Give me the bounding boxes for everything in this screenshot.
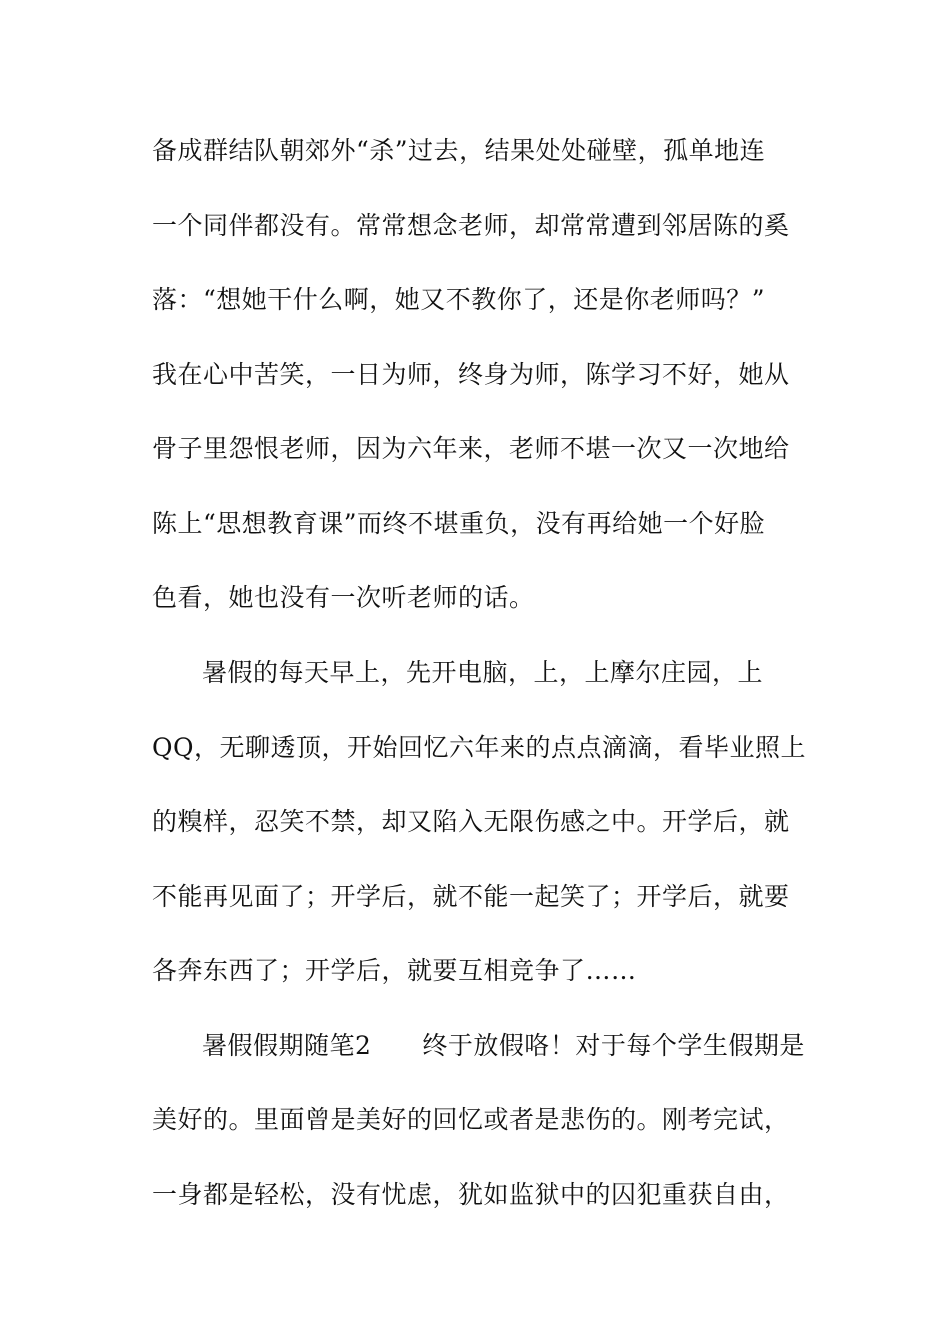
text-line: 陈上“思想教育课”而终不堪重负，没有再给她一个好脸 bbox=[152, 509, 766, 538]
paragraph-start-line: 暑假假期随笔2 终于放假咯！对于每个学生假期是 bbox=[202, 1031, 805, 1060]
text-line: 备成群结队朝郊外“杀”过去，结果处处碰壁，孤单地连 bbox=[152, 136, 766, 165]
text-line: 各奔东西了；开学后，就要互相竞争了…… bbox=[152, 956, 637, 985]
text-line: 美好的。里面曾是美好的回忆或者是悲伤的。刚考完试， bbox=[152, 1105, 790, 1134]
text-line: 色看，她也没有一次听老师的话。 bbox=[152, 583, 535, 612]
text-line: 不能再见面了；开学后，就不能一起笑了；开学后，就要 bbox=[152, 882, 790, 911]
text-line: 骨子里怨恨老师，因为六年来，老师不堪一次又一次地给 bbox=[152, 434, 790, 463]
text-line: 一身都是轻松，没有忧虑，犹如监狱中的囚犯重获自由， bbox=[152, 1180, 790, 1209]
text-line: QQ，无聊透顶，开始回忆六年来的点点滴滴，看毕业照上 bbox=[152, 733, 806, 762]
text-line: 我在心中苦笑，一日为师，终身为师，陈学习不好，她从 bbox=[152, 360, 790, 389]
text-line: 落：“想她干什么啊，她又不教你了，还是你老师吗？” bbox=[152, 285, 766, 314]
paragraph-start-line: 暑假的每天早上，先开电脑，上，上摩尔庄园，上 bbox=[202, 658, 764, 687]
text-line: 一个同伴都没有。常常想念老师，却常常遭到邻居陈的奚 bbox=[152, 211, 790, 240]
text-line: 的糗样，忍笑不禁，却又陷入无限伤感之中。开学后，就 bbox=[152, 807, 790, 836]
